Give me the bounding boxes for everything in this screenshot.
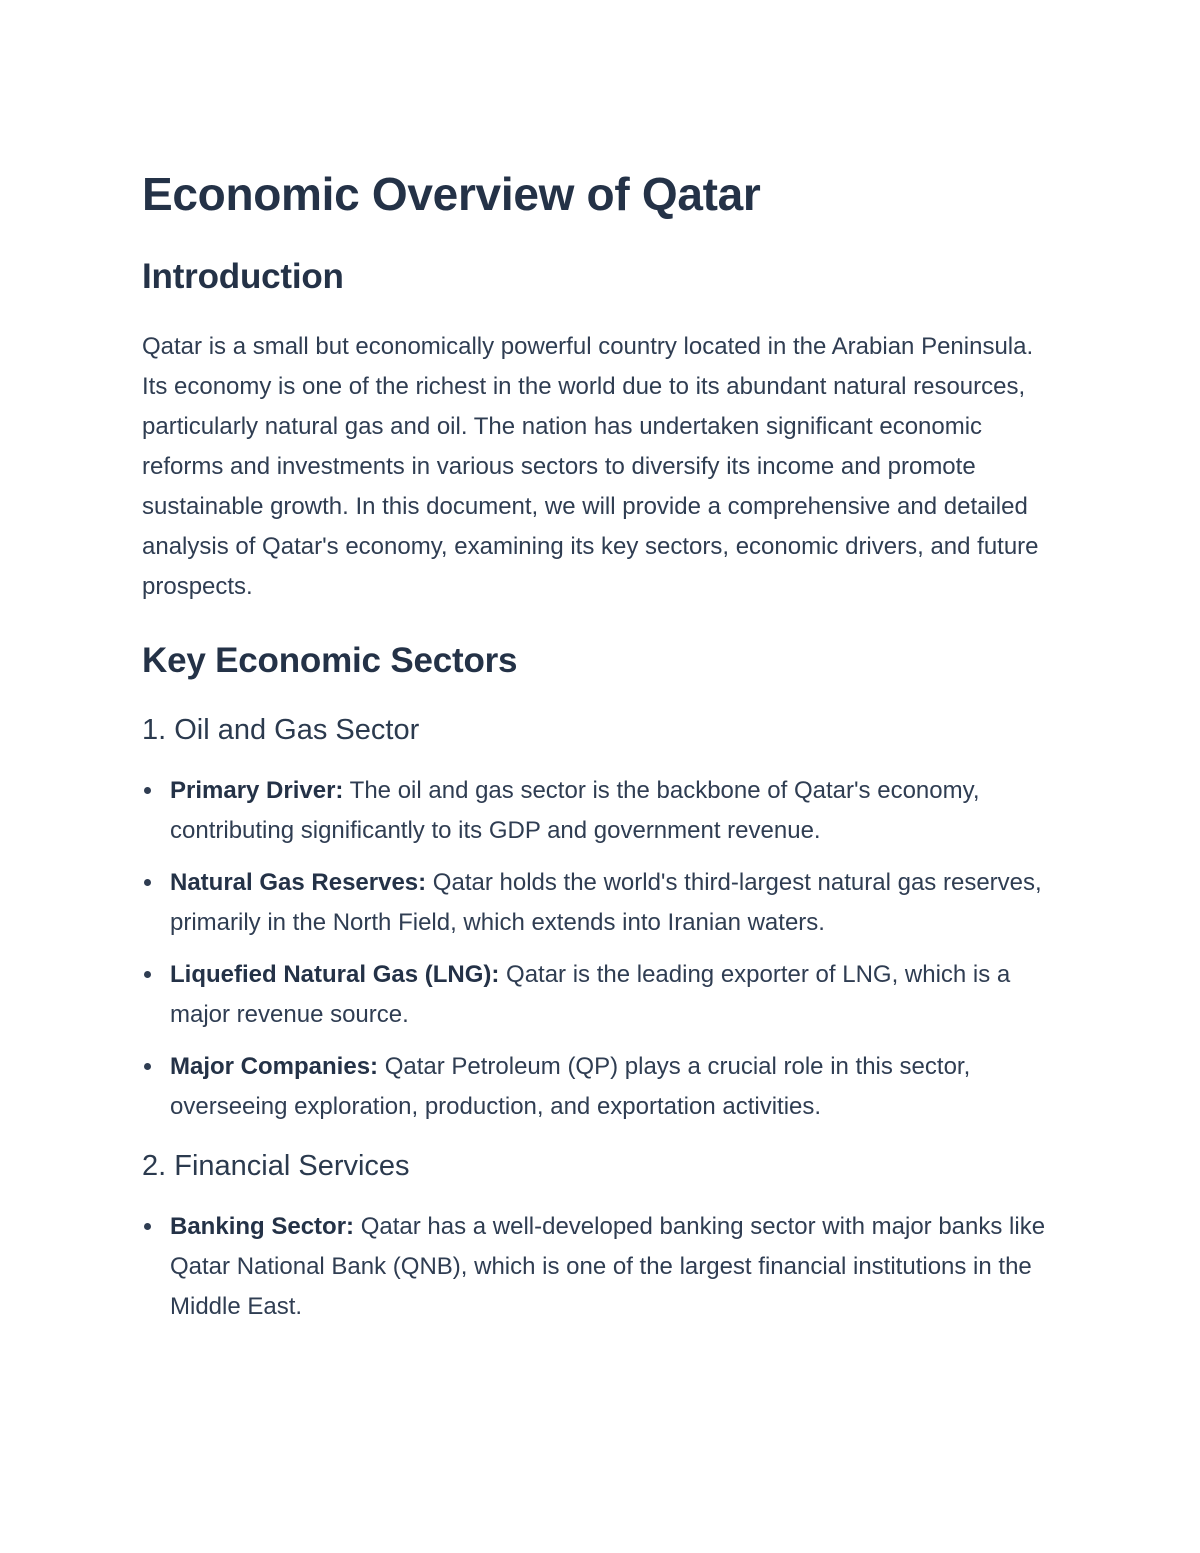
introduction-paragraph: Qatar is a small but economically powerful country located in the Arabian Peninsula. Its economy is one of the richest in the world due to its abundant natural resources, particularly natural gas and oil. The nation has undertaken significant economic reforms and investments in various sectors to diversify its income and promote sustainable growth. In this document, we will provide a comprehensive and detailed analysis of Qatar's economy, examining its key sectors, economic drivers, and future prospects.	[142, 333, 1039, 600]
list-item-text: Qatar has a well-developed banking sector with major banks like Qatar National Bank (QNB), which is one of the largest financial institutions in the Middle East.	[170, 1213, 1046, 1320]
oil-gas-heading: 1. Oil and Gas Sector	[142, 714, 420, 746]
list-item-text: Qatar is the leading exporter of LNG, which is a major revenue source.	[170, 961, 1011, 1028]
document-page	[142, 165, 1062, 1339]
list-item	[142, 1047, 1062, 1127]
document-title: Economic Overview of Qatar	[142, 168, 761, 220]
list-item-text: Qatar Petroleum (QP) plays a crucial role in this sector, overseeing exploration, production, and exportation activities.	[170, 1053, 971, 1120]
financial-services-heading: 2. Financial Services	[142, 1150, 410, 1182]
key-sectors-heading: Key Economic Sectors	[142, 641, 518, 680]
list-item-label: Natural Gas Reserves:	[170, 869, 427, 896]
list-item-text: The oil and gas sector is the backbone of Qatar's economy, contributing significantly to its GDP and government revenue.	[170, 777, 980, 844]
financial-services-list	[142, 1207, 1062, 1327]
list-item-label: Major Companies:	[170, 1053, 379, 1080]
list-item	[142, 955, 1062, 1035]
introduction-heading: Introduction	[142, 257, 344, 296]
list-item-text: Qatar holds the world's third-largest natural gas reserves, primarily in the North Field, which extends into Iranian waters.	[170, 869, 1042, 936]
list-item-label: Liquefied Natural Gas (LNG):	[170, 961, 500, 988]
list-item	[142, 771, 1062, 851]
list-item-label: Primary Driver:	[170, 777, 344, 804]
list-item-label: Banking Sector:	[170, 1213, 355, 1240]
oil-gas-list	[142, 771, 1062, 1127]
list-item	[142, 863, 1062, 943]
list-item	[142, 1207, 1062, 1327]
